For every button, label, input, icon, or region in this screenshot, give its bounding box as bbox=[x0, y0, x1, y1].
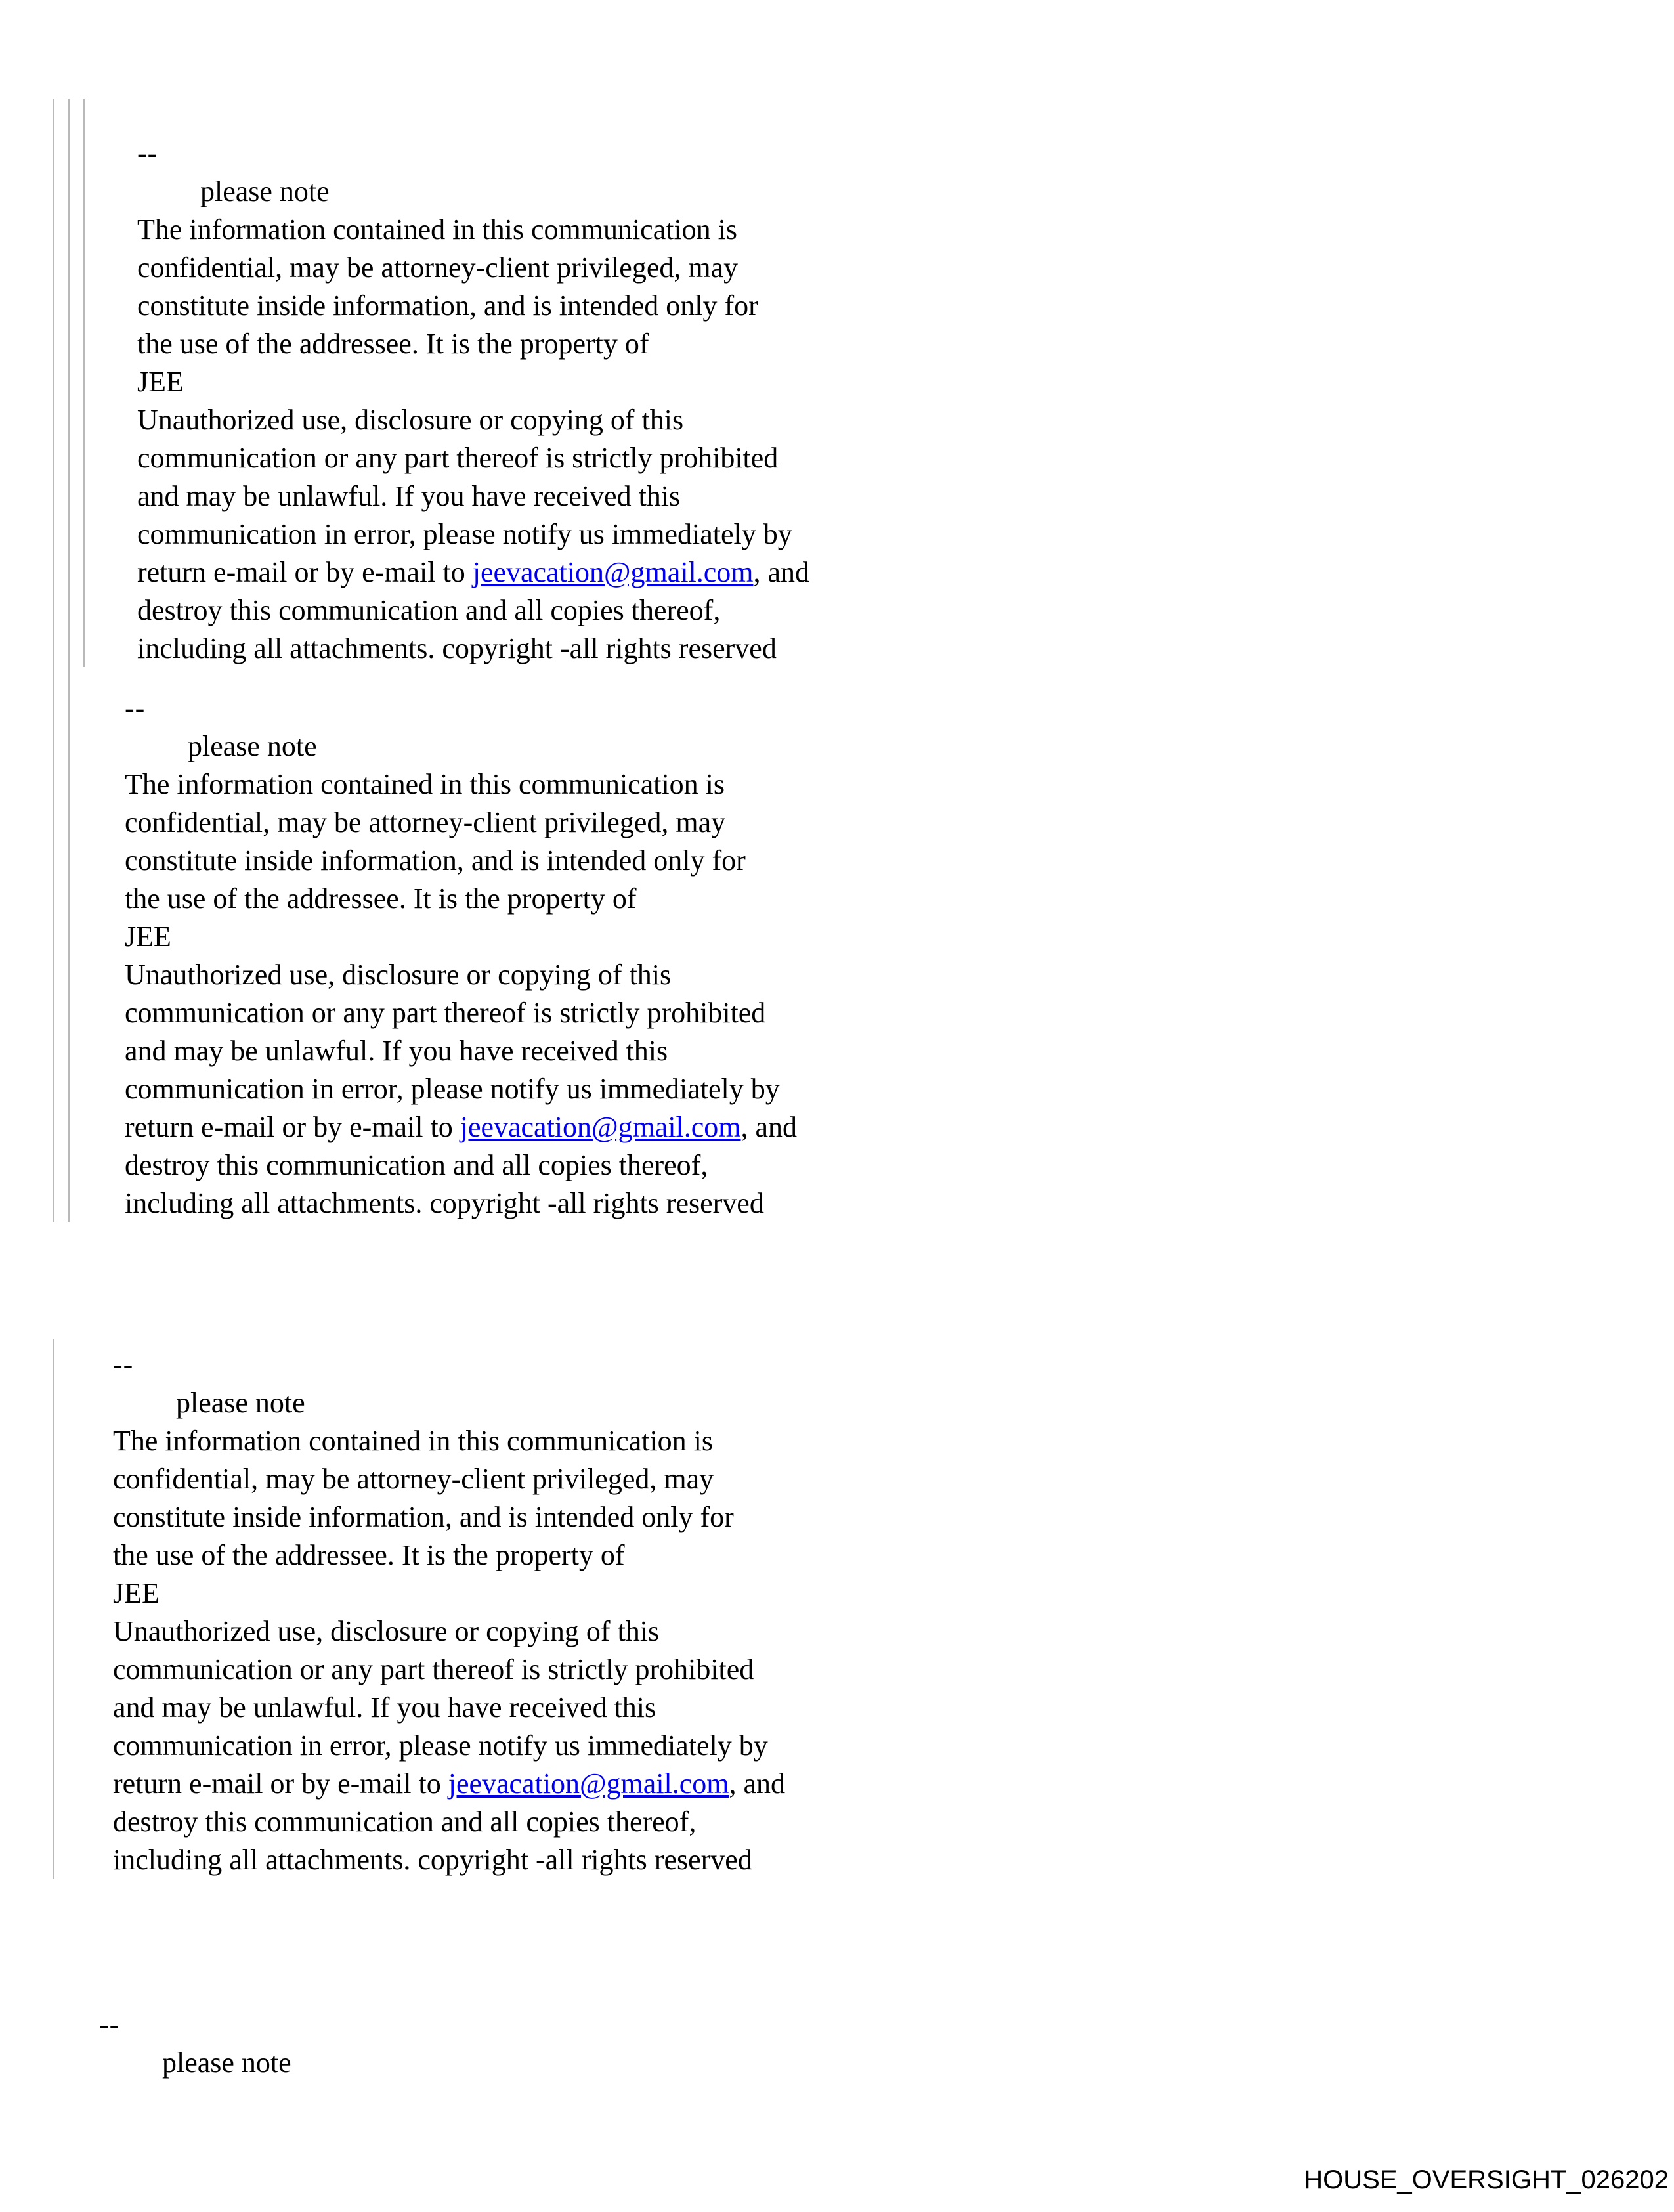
signature-separator: -- bbox=[113, 1349, 134, 1381]
disclaimer-line: the use of the addressee. It is the property of bbox=[113, 1539, 625, 1571]
link-line-post: , and bbox=[729, 1767, 786, 1800]
disclaimer-line: confidential, may be attorney-client privileged, may bbox=[137, 251, 739, 284]
disclaimer-line: JEE bbox=[137, 366, 184, 398]
disclaimer-lines-before-link bbox=[125, 766, 797, 1108]
link-line-pre: return e-mail or by e-mail to bbox=[125, 1111, 460, 1143]
disclaimer-line: the use of the addressee. It is the property of bbox=[125, 882, 637, 915]
disclaimer-line: The information contained in this communication is bbox=[113, 1425, 714, 1457]
disclaimer-line: destroy this communication and all copies thereof, bbox=[125, 1149, 708, 1181]
disclaimer-line: confidential, may be attorney-client privileged, may bbox=[113, 1463, 714, 1495]
please-note-heading: please note bbox=[200, 175, 330, 207]
quote-bar-block-3 bbox=[53, 1339, 54, 1879]
disclaimer-block-4-truncated bbox=[99, 2006, 291, 2082]
email-link[interactable]: jeevacation@gmail.com bbox=[472, 556, 754, 588]
link-line-pre: return e-mail or by e-mail to bbox=[137, 556, 473, 588]
disclaimer-line: constitute inside information, and is intended only for bbox=[113, 1501, 734, 1533]
disclaimer-block-1 bbox=[137, 135, 809, 668]
disclaimer-line: communication in error, please notify us immediately by bbox=[125, 1073, 780, 1105]
disclaimer-line: constitute inside information, and is intended only for bbox=[125, 844, 746, 877]
disclaimer-lines-after-link bbox=[137, 592, 809, 668]
disclaimer-link-line bbox=[113, 1765, 785, 1803]
disclaimer-line: destroy this communication and all copies thereof, bbox=[113, 1806, 697, 1838]
disclaimer-line: confidential, may be attorney-client privileged, may bbox=[125, 806, 726, 838]
disclaimer-lines-before-link bbox=[137, 211, 809, 553]
please-note-heading: please note bbox=[188, 730, 317, 762]
please-note-heading: please note bbox=[176, 1387, 305, 1419]
link-line-post: , and bbox=[753, 556, 810, 588]
disclaimer-line: communication or any part thereof is strictly prohibited bbox=[137, 442, 779, 474]
quote-bar-level-2 bbox=[68, 99, 70, 1222]
disclaimer-block-3 bbox=[113, 1346, 785, 1879]
disclaimer-lines-before-link bbox=[113, 1422, 785, 1765]
disclaimer-lines-after-link bbox=[113, 1803, 785, 1879]
disclaimer-line: communication or any part thereof is strictly prohibited bbox=[125, 997, 766, 1029]
link-line-post: , and bbox=[740, 1111, 798, 1143]
signature-separator: -- bbox=[137, 137, 158, 169]
disclaimer-line: and may be unlawful. If you have received this bbox=[137, 480, 681, 512]
signature-separator: -- bbox=[125, 692, 146, 724]
link-line-pre: return e-mail or by e-mail to bbox=[113, 1767, 448, 1800]
disclaimer-line: and may be unlawful. If you have received this bbox=[113, 1691, 656, 1724]
bates-number: HOUSE_OVERSIGHT_026202 bbox=[1304, 2165, 1669, 2194]
disclaimer-line: Unauthorized use, disclosure or copying of this bbox=[113, 1615, 660, 1647]
please-note-heading: please note bbox=[162, 2047, 291, 2079]
disclaimer-line: including all attachments. copyright -all rights reserved bbox=[125, 1187, 764, 1219]
disclaimer-line: JEE bbox=[113, 1577, 160, 1609]
quote-bar-level-1 bbox=[53, 99, 54, 1222]
email-link[interactable]: jeevacation@gmail.com bbox=[448, 1767, 729, 1800]
quote-bar-level-3 bbox=[83, 99, 85, 667]
disclaimer-line: Unauthorized use, disclosure or copying of this bbox=[137, 404, 684, 436]
disclaimer-line: constitute inside information, and is intended only for bbox=[137, 290, 758, 322]
disclaimer-line: The information contained in this communication is bbox=[125, 768, 725, 800]
disclaimer-line: communication in error, please notify us immediately by bbox=[137, 518, 792, 550]
disclaimer-line: communication in error, please notify us immediately by bbox=[113, 1729, 768, 1762]
disclaimer-line: communication or any part thereof is strictly prohibited bbox=[113, 1653, 754, 1685]
disclaimer-line: the use of the addressee. It is the property of bbox=[137, 328, 649, 360]
disclaimer-line: including all attachments. copyright -all rights reserved bbox=[137, 632, 777, 664]
disclaimer-link-line bbox=[125, 1108, 797, 1146]
disclaimer-line: destroy this communication and all copies thereof, bbox=[137, 594, 721, 626]
disclaimer-line: and may be unlawful. If you have received this bbox=[125, 1035, 668, 1067]
disclaimer-line: including all attachments. copyright -all rights reserved bbox=[113, 1844, 752, 1876]
email-link[interactable]: jeevacation@gmail.com bbox=[460, 1111, 741, 1143]
disclaimer-line: The information contained in this communication is bbox=[137, 213, 738, 246]
disclaimer-line: Unauthorized use, disclosure or copying of this bbox=[125, 959, 672, 991]
signature-separator: -- bbox=[99, 2008, 120, 2041]
disclaimer-link-line bbox=[137, 553, 809, 592]
disclaimer-block-2 bbox=[125, 689, 797, 1223]
disclaimer-lines-after-link bbox=[125, 1146, 797, 1223]
disclaimer-line: JEE bbox=[125, 921, 171, 953]
